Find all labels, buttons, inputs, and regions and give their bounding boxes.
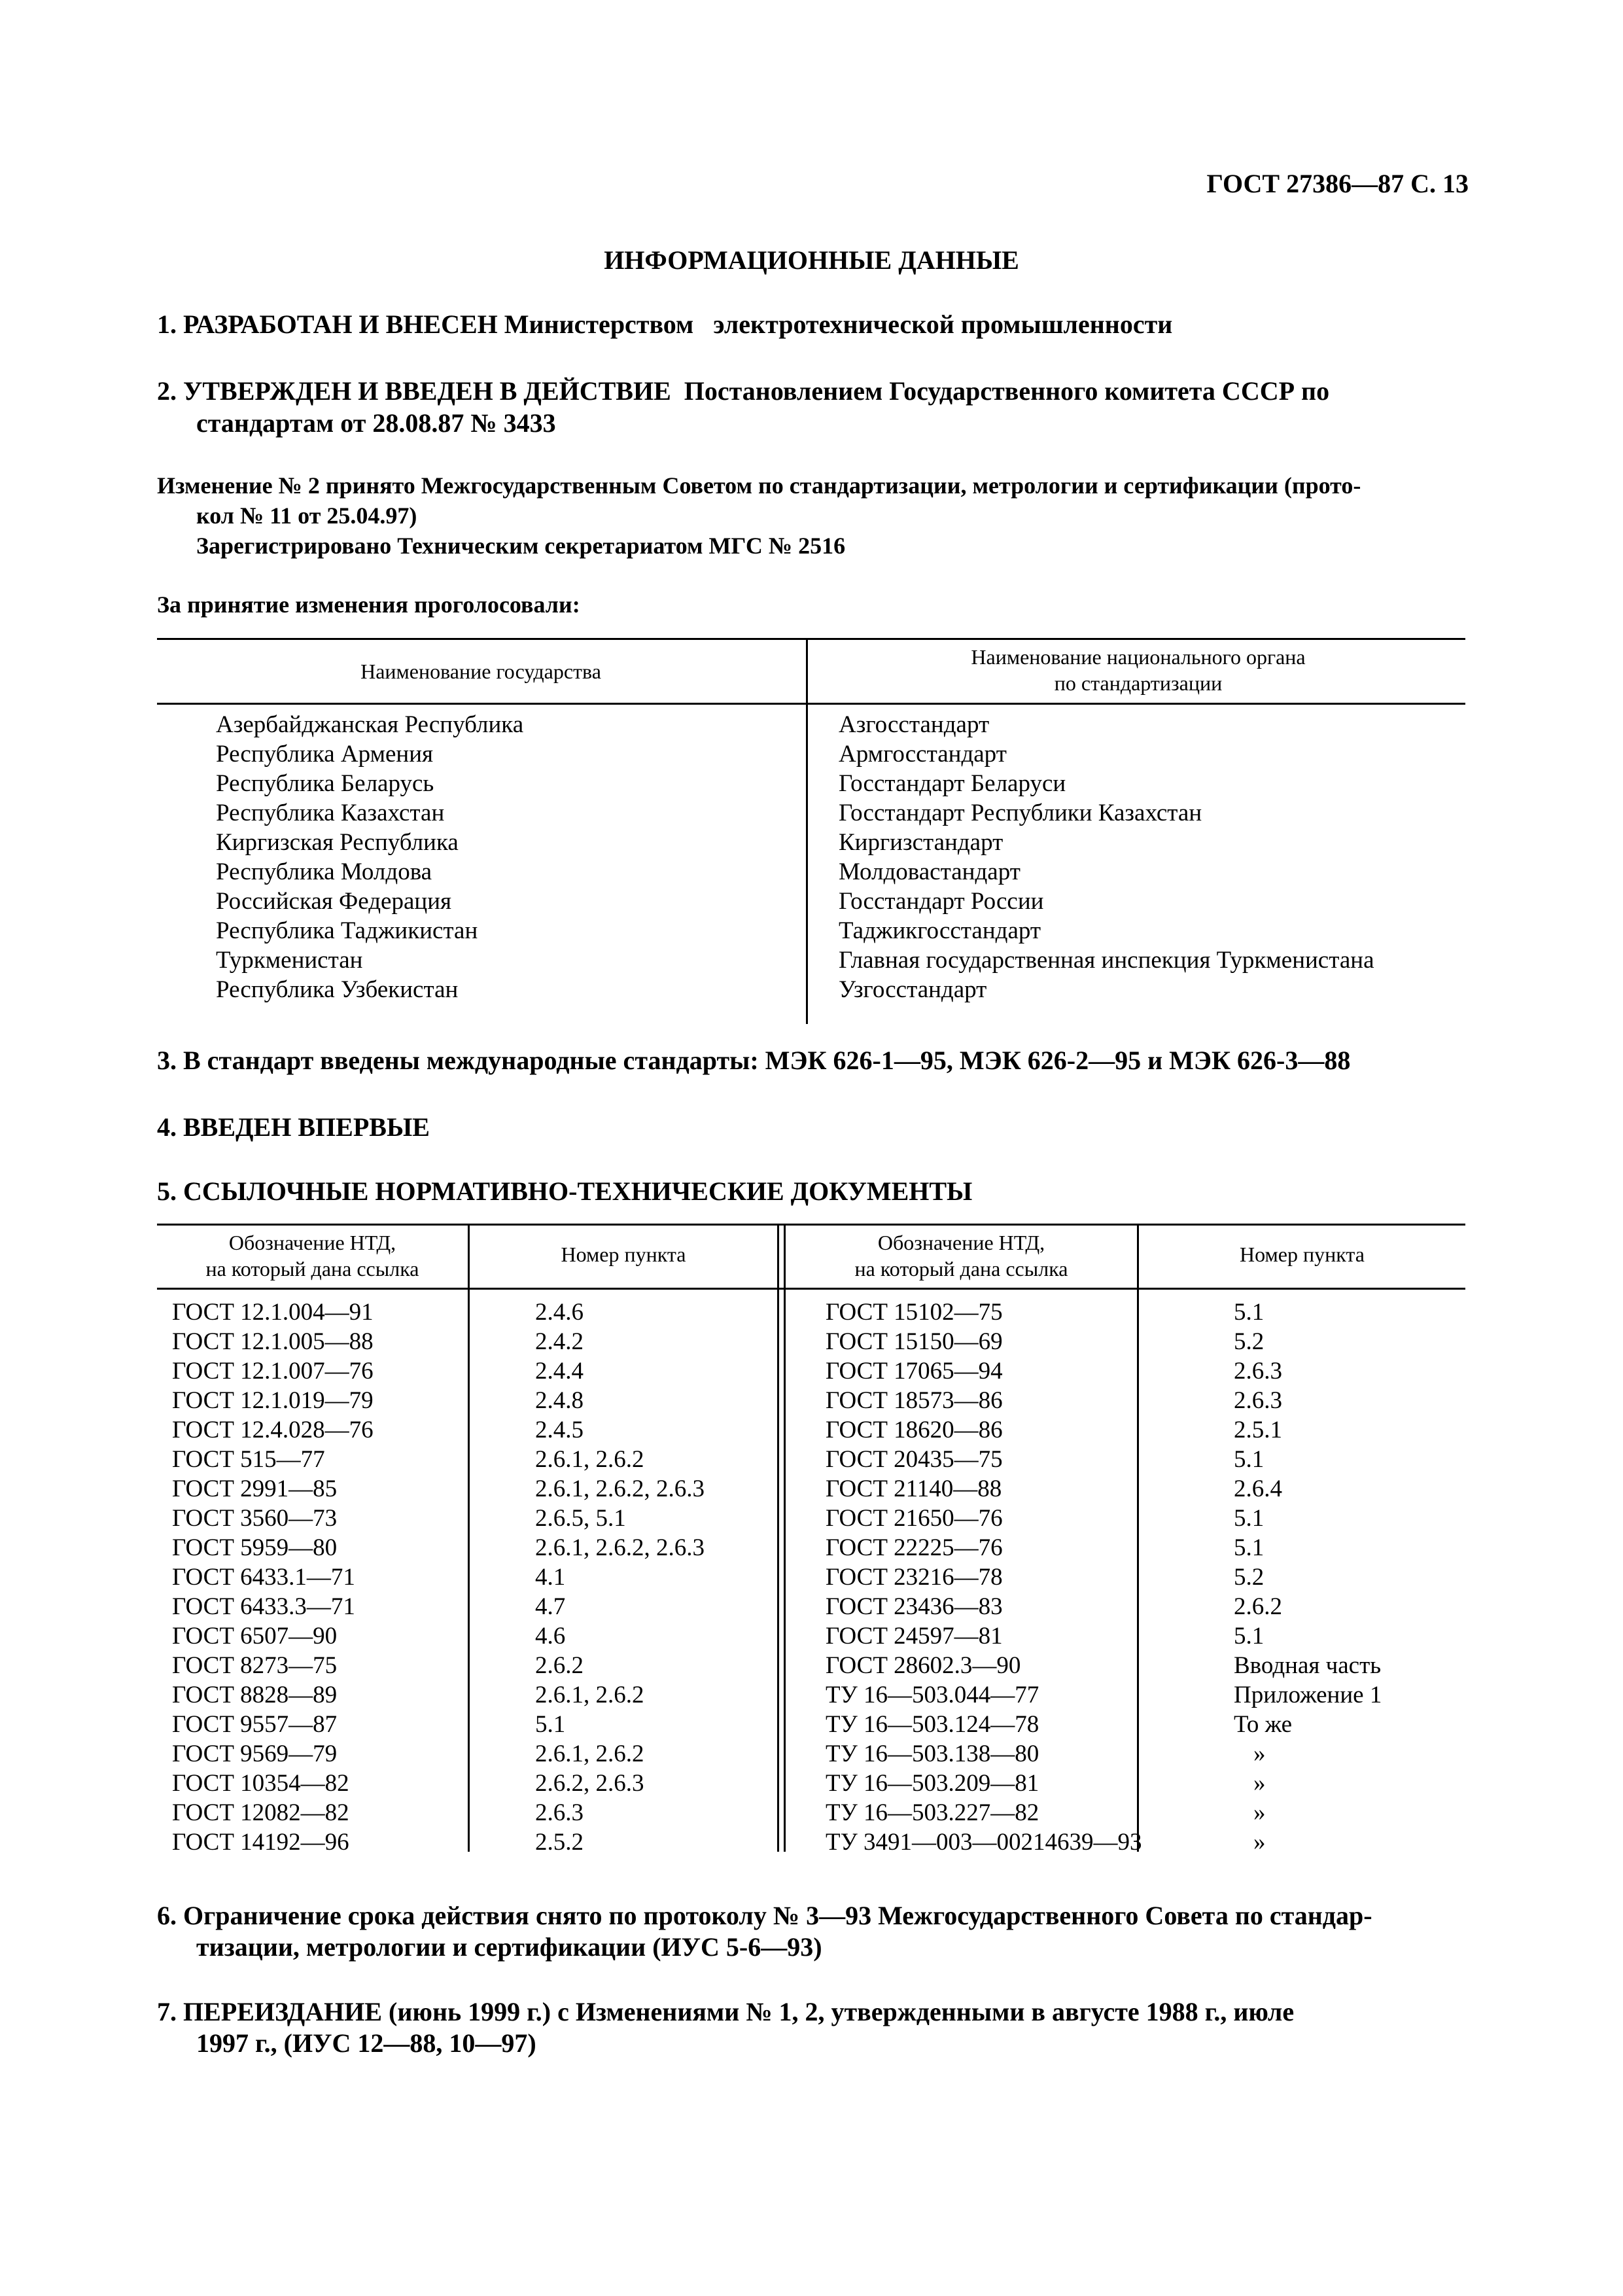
refs-head-doc-right-1: Обозначение НТД, — [877, 1231, 1045, 1254]
refs-divider-double-a — [777, 1224, 779, 1852]
body-cell: Таджикгосстандарт — [839, 917, 1041, 944]
votes-states-column — [216, 710, 523, 1004]
votes-header-body-2: по стандартизации — [1054, 671, 1223, 695]
ref-doc-cell: ГОСТ 22225—76 — [826, 1534, 1003, 1561]
ref-doc-cell: ТУ 16—503.044—77 — [826, 1682, 1039, 1708]
ref-item-cell: 4.1 — [535, 1564, 566, 1591]
ref-item-cell: 2.6.3 — [1234, 1358, 1282, 1385]
ref-item-cell: 5.1 — [1234, 1446, 1265, 1473]
ref-doc-cell: ГОСТ 15102—75 — [826, 1299, 1003, 1326]
refs-right-docs-column — [826, 1298, 1142, 1857]
ref-item-cell: 2.4.2 — [535, 1328, 584, 1355]
ref-doc-cell: ГОСТ 18573—86 — [826, 1387, 1003, 1414]
ref-doc-cell: ГОСТ 8828—89 — [172, 1682, 338, 1708]
body-cell: Азгосстандарт — [839, 711, 990, 738]
ref-doc-cell: ГОСТ 23436—83 — [826, 1593, 1003, 1620]
ref-item-cell: 5.1 — [1234, 1299, 1265, 1326]
ref-item-cell: 5.2 — [1234, 1328, 1265, 1355]
refs-header-rule — [157, 1288, 1465, 1290]
item-6-line2: тизации, метрологии и сертификации (ИУС 5-6—93) — [196, 1932, 822, 1962]
ref-doc-cell: ГОСТ 18620—86 — [826, 1417, 1003, 1443]
ref-item-cell: 2.6.2 — [1234, 1593, 1282, 1620]
item-4: 4. ВВЕДЕН ВПЕРВЫЕ — [157, 1112, 430, 1142]
ref-item-cell: 2.4.4 — [535, 1358, 584, 1385]
ref-doc-cell: ГОСТ 9557—87 — [172, 1711, 338, 1738]
state-cell: Республика Армения — [216, 741, 434, 768]
ref-item-cell: » — [1253, 1829, 1266, 1856]
ref-doc-cell: ГОСТ 23216—78 — [826, 1564, 1003, 1591]
item-2-line2: стандартам от 28.08.87 № 3433 — [196, 408, 556, 438]
body-cell: Главная государственная инспекция Туркменистана — [839, 947, 1374, 974]
refs-head-item-right: Номер пункта — [1240, 1243, 1365, 1266]
votes-header-body-1: Наименование национального органа — [971, 645, 1306, 669]
ref-doc-cell: ТУ 16—503.227—82 — [826, 1799, 1039, 1826]
refs-left-docs-column — [172, 1298, 374, 1857]
voted-label: За принятие изменения проголосовали: — [157, 592, 580, 618]
ref-doc-cell: ГОСТ 20435—75 — [826, 1446, 1003, 1473]
ref-doc-cell: ГОСТ 21140—88 — [826, 1475, 1002, 1502]
item-6-line1: 6. Ограничение срока действия снято по протоколу № 3—93 Межгосударственного Совета по стандар- — [157, 1901, 1372, 1930]
item-2 — [157, 376, 1465, 406]
ref-doc-cell: ГОСТ 12.1.019—79 — [172, 1387, 374, 1414]
ref-item-cell: 2.6.1, 2.6.2 — [535, 1740, 644, 1767]
ref-item-cell: 2.4.5 — [535, 1417, 584, 1443]
ref-item-cell: Вводная часть — [1234, 1652, 1382, 1679]
ref-item-cell: 2.6.5, 5.1 — [535, 1505, 626, 1532]
refs-head-doc-right-2: на который дана ссылка — [854, 1257, 1068, 1280]
votes-table-divider — [806, 638, 808, 1024]
ref-item-cell: 2.6.2 — [535, 1652, 584, 1679]
votes-bodies-column — [839, 710, 1374, 1004]
item-5: 5. ССЫЛОЧНЫЕ НОРМАТИВНО-ТЕХНИЧЕСКИЕ ДОКУМЕНТЫ — [157, 1176, 973, 1206]
state-cell: Киргизская Республика — [216, 829, 459, 856]
ref-item-cell: » — [1253, 1770, 1266, 1797]
item-1-rest: электротехнической промышленности — [713, 309, 1173, 339]
ref-doc-cell: ГОСТ 6507—90 — [172, 1623, 338, 1650]
ref-item-cell: » — [1253, 1799, 1266, 1826]
item-1 — [157, 309, 1172, 340]
votes-header-state: Наименование государства — [360, 660, 601, 683]
ref-doc-cell: ГОСТ 12.4.028—76 — [172, 1417, 374, 1443]
body-cell: Госстандарт Беларуси — [839, 770, 1066, 797]
ref-item-cell: 5.1 — [1234, 1505, 1265, 1532]
ref-item-cell: 2.6.3 — [1234, 1387, 1282, 1414]
ref-doc-cell: ГОСТ 9569—79 — [172, 1740, 338, 1767]
page-title: ИНФОРМАЦИОННЫЕ ДАННЫЕ — [604, 245, 1019, 275]
ref-doc-cell: ГОСТ 515—77 — [172, 1446, 325, 1473]
state-cell: Азербайджанская Республика — [216, 711, 524, 738]
amendment-line1: Изменение № 2 принято Межгосударственным Советом по стандартизации, метрологии и сертификации (прото- — [157, 472, 1361, 499]
amendment-line2: кол № 11 от 25.04.97) — [196, 503, 417, 529]
ref-item-cell: 2.6.3 — [535, 1799, 584, 1826]
ref-item-cell: 2.5.2 — [535, 1829, 584, 1856]
ref-doc-cell: ГОСТ 2991—85 — [172, 1475, 338, 1502]
refs-head-doc-left-2: на который дана ссылка — [205, 1257, 419, 1280]
refs-left-items-column — [535, 1298, 705, 1857]
ref-item-cell: 2.6.1, 2.6.2 — [535, 1682, 644, 1708]
state-cell: Республика Беларусь — [216, 770, 434, 797]
ref-doc-cell: ГОСТ 3560—73 — [172, 1505, 338, 1532]
body-cell: Молдовастандарт — [839, 858, 1021, 885]
votes-table-header-rule — [157, 703, 1465, 705]
ref-item-cell: 2.6.1, 2.6.2, 2.6.3 — [535, 1534, 705, 1561]
ref-doc-cell: ГОСТ 28602.3—90 — [826, 1652, 1021, 1679]
ref-doc-cell: ТУ 3491—003—00214639—93 — [826, 1829, 1142, 1856]
page-header: ГОСТ 27386—87 С. 13 — [1206, 169, 1469, 198]
ref-doc-cell: ТУ 16—503.209—81 — [826, 1770, 1039, 1797]
ref-doc-cell: ГОСТ 21650—76 — [826, 1505, 1003, 1532]
ref-item-cell: 2.6.4 — [1234, 1475, 1282, 1502]
ref-item-cell: 2.6.1, 2.6.2, 2.6.3 — [535, 1475, 705, 1502]
ref-doc-cell: ГОСТ 14192—96 — [172, 1829, 349, 1856]
ref-item-cell: 2.6.2, 2.6.3 — [535, 1770, 644, 1797]
ref-item-cell: 5.1 — [1234, 1534, 1265, 1561]
refs-right-items-column — [1234, 1298, 1382, 1857]
item-7-line1: 7. ПЕРЕИЗДАНИЕ (июнь 1999 г.) с Изменениями № 1, 2, утвержденными в августе 1988 г., июле — [157, 1997, 1295, 2026]
refs-head-doc-left-1: Обозначение НТД, — [228, 1231, 396, 1254]
state-cell: Республика Узбекистан — [216, 976, 459, 1003]
item-2-lead: 2. УТВЕРЖДЕН И ВВЕДЕН В ДЕЙСТВИЕ — [157, 376, 671, 406]
ref-item-cell: То же — [1234, 1711, 1293, 1738]
ref-item-cell: 2.4.8 — [535, 1387, 584, 1414]
state-cell: Туркменистан — [216, 947, 363, 974]
item-3: 3. В стандарт введены международные стандарты: МЭК 626-1—95, МЭК 626-2—95 и МЭК 626-3—88 — [157, 1046, 1351, 1075]
item-2-rest: Постановлением Государственного комитета СССР по — [684, 376, 1330, 406]
ref-item-cell: 2.4.6 — [535, 1299, 584, 1326]
refs-top-rule — [157, 1224, 1465, 1226]
amendment-line3: Зарегистрировано Техническим секретариатом МГС № 2516 — [196, 533, 846, 559]
ref-doc-cell: ГОСТ 10354—82 — [172, 1770, 349, 1797]
item-7-line2: 1997 г., (ИУС 12—88, 10—97) — [196, 2028, 536, 2058]
refs-divider-double-b — [784, 1224, 786, 1852]
body-cell: Армгосстандарт — [839, 741, 1007, 768]
ref-doc-cell: ТУ 16—503.124—78 — [826, 1711, 1039, 1738]
body-cell: Узгосстандарт — [839, 976, 987, 1003]
body-cell: Госстандарт России — [839, 888, 1044, 915]
state-cell: Республика Молдова — [216, 858, 432, 885]
state-cell: Российская Федерация — [216, 888, 452, 915]
ref-doc-cell: ГОСТ 12082—82 — [172, 1799, 349, 1826]
ref-item-cell: 4.7 — [535, 1593, 566, 1620]
ref-doc-cell: ГОСТ 24597—81 — [826, 1623, 1003, 1650]
state-cell: Республика Таджикистан — [216, 917, 478, 944]
ref-doc-cell: ГОСТ 12.1.007—76 — [172, 1358, 374, 1385]
ref-item-cell: 2.6.1, 2.6.2 — [535, 1446, 644, 1473]
ref-doc-cell: ГОСТ 6433.1—71 — [172, 1564, 355, 1591]
ref-item-cell: 5.2 — [1234, 1564, 1265, 1591]
item-1-lead: 1. РАЗРАБОТАН И ВНЕСЕН Министерством — [157, 309, 694, 339]
ref-doc-cell: ТУ 16—503.138—80 — [826, 1740, 1039, 1767]
ref-item-cell: 2.5.1 — [1234, 1417, 1282, 1443]
ref-doc-cell: ГОСТ 8273—75 — [172, 1652, 338, 1679]
ref-doc-cell: ГОСТ 12.1.004—91 — [172, 1299, 374, 1326]
ref-doc-cell: ГОСТ 12.1.005—88 — [172, 1328, 374, 1355]
ref-doc-cell: ГОСТ 5959—80 — [172, 1534, 338, 1561]
ref-item-cell: » — [1253, 1740, 1266, 1767]
body-cell: Киргизстандарт — [839, 829, 1003, 856]
ref-item-cell: 4.6 — [535, 1623, 566, 1650]
state-cell: Республика Казахстан — [216, 800, 445, 826]
ref-doc-cell: ГОСТ 6433.3—71 — [172, 1593, 355, 1620]
ref-item-cell: 5.1 — [535, 1711, 566, 1738]
votes-table-top-rule — [157, 638, 1465, 640]
body-cell: Госстандарт Республики Казахстан — [839, 800, 1202, 826]
refs-head-item-left: Номер пункта — [561, 1243, 686, 1266]
ref-item-cell: 5.1 — [1234, 1623, 1265, 1650]
ref-doc-cell: ГОСТ 17065—94 — [826, 1358, 1003, 1385]
refs-divider-1 — [468, 1224, 470, 1852]
ref-doc-cell: ГОСТ 15150—69 — [826, 1328, 1003, 1355]
ref-item-cell: Приложение 1 — [1234, 1682, 1382, 1708]
